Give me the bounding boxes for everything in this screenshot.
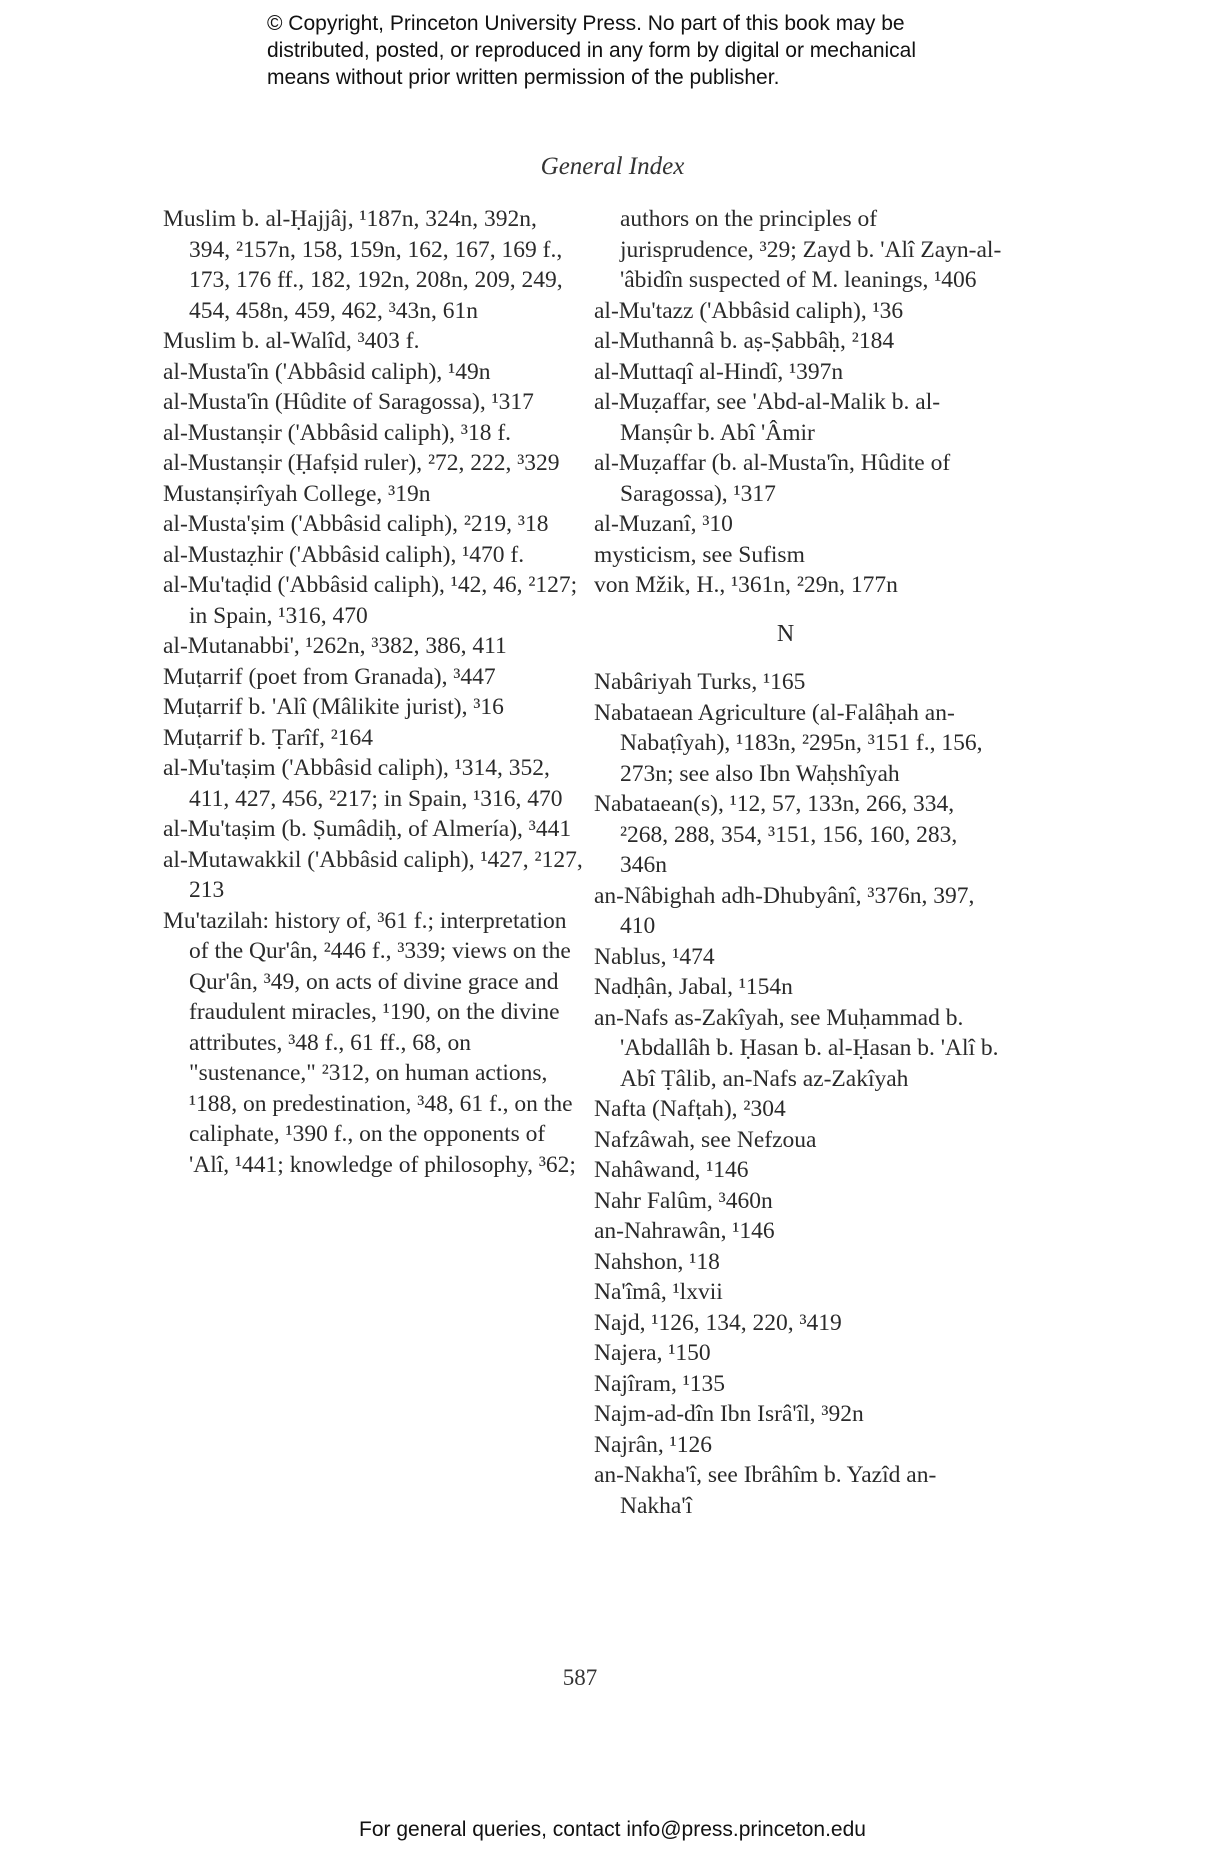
index-entry: al-Musta'ṣim ('Abbâsid caliph), ²219, ³18 [163, 511, 549, 537]
index-entry: al-Mustaẓhir ('Abbâsid caliph), ¹470 f. [163, 541, 525, 568]
index-entry: an-Nakha'î, see Ibrâhîm b. Yazîd an-Nakha'î [594, 1462, 937, 1519]
index-entry: al-Mu'taṣim ('Abbâsid caliph), ¹314, 352, 411, 427, 456, ²217; in Spain, ¹316, 470 [163, 755, 563, 812]
index-entry: al-Mustanṣir ('Abbâsid caliph), ³18 f. [163, 419, 512, 446]
index-entry: Nabataean Agriculture (al-Falâḥah an-Nabaṭîyah), ¹183n, ²295n, ³151 f., 156, 273n; see also Ibn Waḥshîyah [594, 699, 983, 787]
index-entry: Mu'tazilah: history of, ³61 f.; interpretation of the Qur'ân, ²446 f., ³339; views on the Qur'ân, ³49, on acts of divine grace and fraudulent miracles, ¹190, on the divine attributes, ³48 f., 61 ff., 68, on "sustenance," ²312, on human actions, ¹188, on predestination, ³48, 61 f., on the caliphate, ¹390 f., on the opponents of 'Alî, ¹441; knowledge of philosophy, ³62; [163, 907, 576, 1178]
copyright-line: means without prior written permission of the publisher. [267, 66, 780, 89]
copyright-line: distributed, posted, or reproduced in any form by digital or mechanical [267, 39, 917, 62]
index-column-left [163, 204, 583, 1180]
index-entry: al-Mutawakkil ('Abbâsid caliph), ¹427, ²127, 213 [163, 846, 583, 903]
index-entry: al-Muthannâ b. aṣ-Ṣabbâḥ, ²184 [594, 328, 895, 354]
page-number: 587 [562, 1665, 598, 1690]
index-entry: an-Nahrawân, ¹146 [594, 1218, 775, 1244]
index-entry: Najîram, ¹135 [594, 1370, 726, 1397]
index-entry: al-Mu'taḍid ('Abbâsid caliph), ¹42, 46, ²127; in Spain, ¹316, 470 [163, 572, 578, 629]
index-entry: Na'îmâ, ¹lxvii [594, 1279, 723, 1305]
footer-contact: For general queries, contact info@press.princeton.edu [359, 1818, 866, 1841]
index-entry: al-Muẓaffar, see 'Abd-al-Malik b. al-Manṣûr b. Abî 'Âmir [594, 389, 941, 446]
index-entry: Muslim b. al-Ḥajjâj, ¹187n, 324n, 392n, 394, ²157n, 158, 159n, 162, 167, 169 f., 173, 176 ff., 182, 192n, 208n, 209, 249, 454, 458n, 459, 462, ³43n, 61n [163, 206, 563, 324]
copyright-line: © Copyright, Princeton University Press. No part of this book may be [267, 12, 905, 35]
index-entry: al-Muẓaffar (b. al-Musta'în, Hûdite of Saragossa), ¹317 [594, 450, 951, 507]
index-entry: al-Musta'în ('Abbâsid caliph), ¹49n [163, 358, 491, 385]
index-entry: an-Nâbighah adh-Dhubyânî, ³376n, 397, 410 [594, 882, 975, 939]
index-entry: Nabâriyah Turks, ¹165 [594, 669, 806, 695]
index-entry: Najrân, ¹126 [594, 1431, 712, 1458]
index-entry: al-Mu'taṣim (b. Ṣumâdiḥ, of Almería), ³441 [163, 816, 572, 842]
section-letter-heading: N [776, 620, 796, 647]
index-entry: Muṭarrif (poet from Granada), ³447 [163, 663, 496, 690]
index-entry: Najm-ad-dîn Ibn Isrâ'îl, ³92n [594, 1401, 864, 1427]
index-entry: mysticism, see Sufism [594, 541, 805, 568]
copyright-notice [267, 10, 1027, 91]
index-entry: Nahr Falûm, ³460n [594, 1187, 773, 1214]
index-entry: Najera, ¹150 [594, 1340, 711, 1366]
index-entry: al-Musta'în (Hûdite of Saragossa), ¹317 [163, 389, 534, 415]
index-entry: al-Muzanî, ³10 [594, 511, 733, 537]
index-entry: al-Mutanabbi', ¹262n, ³382, 386, 411 [163, 633, 507, 659]
index-entry: Mustanṣirîyah College, ³19n [163, 480, 431, 507]
page-title: General Index [540, 153, 685, 180]
index-entry: Muslim b. al-Walîd, ³403 f. [163, 328, 420, 354]
index-entry: an-Nafs as-Zakîyah, see Muḥammad b. 'Abdallâh b. Ḥasan b. al-Ḥasan b. 'Alî b. Abî Ṭâlib, an-Nafs az-Zakîyah [594, 1004, 999, 1092]
index-entry: Muṭarrif b. 'Alî (Mâlikite jurist), ³16 [163, 694, 504, 720]
index-entry: al-Muttaqî al-Hindî, ¹397n [594, 358, 844, 385]
index-entry: Nablus, ¹474 [594, 943, 715, 970]
index-entry: Nahshon, ¹18 [594, 1248, 720, 1275]
index-entry: Nafzâwah, see Nefzoua [594, 1126, 817, 1153]
index-entry: Nahâwand, ¹146 [594, 1157, 749, 1183]
index-entry: Muṭarrif b. Ṭarîf, ²164 [163, 724, 373, 751]
index-entry: al-Mustanṣir (Ḥafṣid ruler), ²72, 222, ³329 [163, 450, 560, 476]
index-entry: von Mžik, H., ¹361n, ²29n, 177n [594, 572, 898, 598]
index-column-right [594, 204, 1004, 1521]
index-entry: Nabataean(s), ¹12, 57, 133n, 266, 334, ²268, 288, 354, ³151, 156, 160, 283, 346n [594, 791, 958, 878]
index-entry: Nafta (Nafṭah), ²304 [594, 1096, 786, 1122]
index-entry: Nadḥân, Jabal, ¹154n [594, 974, 793, 1000]
index-entry: al-Mu'tazz ('Abbâsid caliph), ¹36 [594, 297, 904, 324]
index-entry: Najd, ¹126, 134, 220, ³419 [594, 1309, 842, 1336]
index-entry-continuation: authors on the principles of jurisprudence, ³29; Zayd b. 'Alî Zayn-al-'âbidîn suspected of M. leanings, ¹406 [620, 206, 1002, 293]
